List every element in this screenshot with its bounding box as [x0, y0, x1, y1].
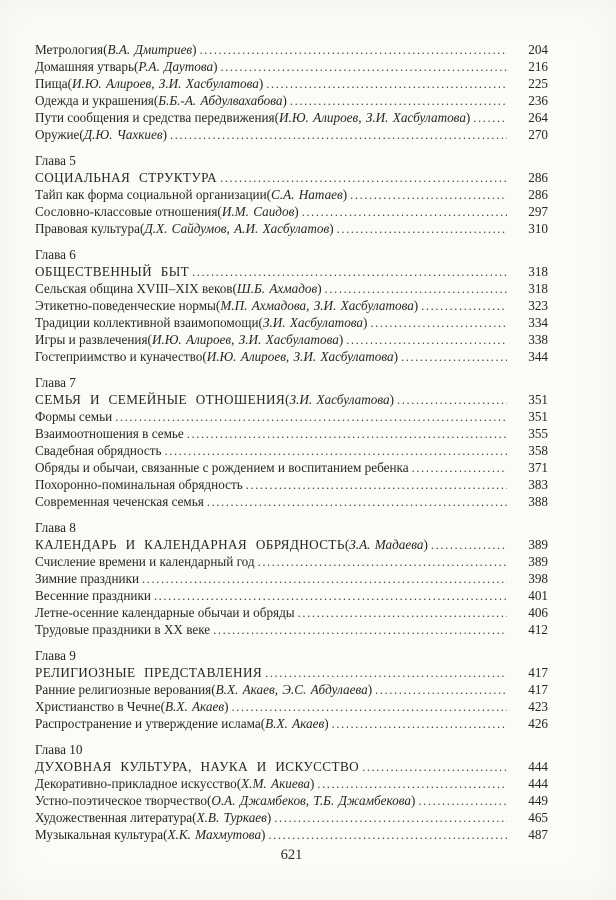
entry-title: Сословно-классовые отношения [35, 204, 218, 219]
page-number: 444 [528, 759, 548, 774]
entry-authors-text: И.Ю. Алироев, З.И. Хасбулатова [206, 349, 394, 364]
entry-title: Домашняя утварь [35, 59, 134, 74]
page-number: 318 [528, 281, 548, 296]
entry-title: Тайп как форма социальной организации [35, 187, 267, 202]
entry-authors: (В.Х. Акаев, Э.С. Абдулаева) [211, 682, 373, 697]
chapter-heading-title: ДУХОВНАЯ КУЛЬТУРА, НАУКА И ИСКУССТВО [35, 759, 360, 774]
toc-section [35, 647, 548, 732]
page-number: 358 [528, 443, 548, 458]
toc-entry-row [35, 331, 548, 348]
toc-entry-row [35, 681, 548, 698]
entry-authors-text: Д.Х. Сайдумов, А.И. Хасбулатов [144, 221, 330, 236]
dot-leader [332, 715, 507, 732]
entry-title: Ранние религиозные верования [35, 682, 212, 697]
dot-leader [290, 92, 507, 109]
entry-authors-text: Х.В. Туркаев [196, 810, 267, 825]
page-number: 286 [528, 187, 548, 202]
toc-entry-row [35, 425, 548, 442]
toc-entry-row [35, 203, 548, 220]
page-number: 417 [528, 682, 548, 697]
toc-entry-row [35, 570, 548, 587]
entry-title: Музыкальная культура [35, 827, 164, 842]
toc-entry-row [35, 442, 548, 459]
entry-authors-text: З.А. Мадаева [349, 537, 424, 552]
toc-entry-row [35, 297, 548, 314]
entry-title: Современная чеченская семья [35, 494, 204, 509]
entry-authors: (И.М. Саидов) [217, 204, 299, 219]
toc-entry-row [35, 58, 548, 75]
entry-authors: (Х.М. Акиева) [236, 776, 315, 791]
dot-leader [370, 314, 507, 331]
toc-entry-row [35, 826, 548, 843]
entry-authors-text: О.А. Джамбеков, Т.Б. Джамбекова [211, 793, 412, 808]
dot-leader [142, 570, 507, 587]
dot-leader [418, 792, 507, 809]
entry-title: Весенние праздники [35, 588, 151, 603]
entry-authors-text: В.Х. Акаев [164, 699, 225, 714]
page-number: 426 [528, 716, 548, 731]
page-footer [35, 847, 548, 864]
toc-entry-row [35, 792, 548, 809]
page-number: 344 [528, 349, 548, 364]
entry-authors: (Б.Б.-А. Абдулвахабова) [153, 93, 287, 108]
entry-title: Устно-поэтическое творчество [35, 793, 207, 808]
entry-authors: (З.И. Хасбулатова) [285, 392, 395, 407]
entry-authors: (С.А. Натаев) [266, 187, 348, 202]
entry-title: Традиции коллективной взаимопомощи [35, 315, 259, 330]
page-number: 401 [528, 588, 548, 603]
dot-leader [265, 664, 507, 681]
chapter-heading-row [35, 758, 548, 775]
entry-title: Обряды и обычаи, связанные с рождением и воспитанием ребенка [35, 460, 409, 475]
dot-leader [266, 75, 507, 92]
entry-authors-text: М.П. Ахмадова, З.И. Хасбулатова [220, 298, 414, 313]
toc-section [35, 374, 548, 510]
dot-leader [170, 126, 507, 143]
toc-entry-row [35, 775, 548, 792]
entry-authors: (М.П. Ахмадова, З.И. Хасбулатова) [215, 298, 419, 313]
chapter-label: Глава 6 [35, 247, 76, 262]
entry-authors-text: И.М. Саидов [221, 204, 295, 219]
chapter-heading-row [35, 169, 548, 186]
entry-authors-text: И.Ю. Алироев, З.И. Хасбулатова [72, 76, 259, 91]
toc-entry-row [35, 459, 548, 476]
page-footer-number: 621 [280, 847, 303, 863]
entry-authors: (Д.Ю. Чахкиев) [79, 127, 167, 142]
entry-authors-text: З.И. Хасбулатова [262, 315, 364, 330]
toc-section [35, 152, 548, 237]
toc-entry-row [35, 314, 548, 331]
entry-title: Художественная литература [35, 810, 193, 825]
dot-leader [258, 553, 507, 570]
chapter-heading-row [35, 391, 548, 408]
entry-authors-text: Ш.Б. Ахмадов [236, 281, 318, 296]
dot-leader [115, 408, 507, 425]
entry-title: Декоративно-прикладное искусство [35, 776, 237, 791]
entry-title: Оружие [35, 127, 80, 142]
toc-entry-row [35, 553, 548, 570]
toc-list [35, 41, 548, 843]
dot-leader [302, 203, 507, 220]
entry-authors: (И.Ю. Алироев, З.И. Хасбулатова) [202, 349, 399, 364]
page-number: 351 [528, 409, 548, 424]
dot-leader [213, 621, 507, 638]
toc-entry-row [35, 698, 548, 715]
entry-authors: (И.Ю. Алироев, З.И. Хасбулатова) [274, 110, 471, 125]
toc-entry-row [35, 348, 548, 365]
toc-entry-row [35, 476, 548, 493]
entry-title: Игры и развлечения [35, 332, 148, 347]
dot-leader [346, 331, 507, 348]
dot-leader [187, 425, 507, 442]
page-number: 216 [528, 59, 548, 74]
toc-entry-row [35, 75, 548, 92]
toc-entry-row [35, 715, 548, 732]
chapter-label: Глава 5 [35, 153, 76, 168]
entry-title: Христианство в Чечне [35, 699, 161, 714]
entry-authors-text: И.Ю. Алироев, З.И. Хасбулатова [279, 110, 466, 125]
entry-authors: (В.Х. Акаев) [160, 699, 229, 714]
entry-authors-text: Б.Б.-А. Абдулвахабова [158, 93, 283, 108]
toc-entry-row [35, 109, 548, 126]
chapter-heading-title: РЕЛИГИОЗНЫЕ ПРЕДСТАВЛЕНИЯ [35, 665, 263, 680]
page-number: 449 [528, 793, 548, 808]
entry-title: Формы семьи [35, 409, 113, 424]
dot-leader [192, 263, 507, 280]
chapter-heading-title: СОЦИАЛЬНАЯ СТРУКТУРА [35, 170, 218, 185]
entry-authors: (И.Ю. Алироев, З.И. Хасбулатова) [67, 76, 264, 91]
entry-authors: (В.А. Дмитриев) [103, 42, 197, 57]
chapter-heading-title: КАЛЕНДАРЬ И КАЛЕНДАРНАЯ ОБРЯДНОСТЬ [35, 537, 345, 552]
entry-authors: (З.И. Хасбулатова) [258, 315, 368, 330]
entry-authors: (Д.Х. Сайдумов, А.И. Хасбулатов) [139, 221, 334, 236]
entry-title: Свадебная обрядность [35, 443, 162, 458]
dot-leader [473, 109, 507, 126]
toc-entry-row [35, 621, 548, 638]
page-number: 389 [528, 537, 548, 552]
page-number: 355 [528, 426, 548, 441]
entry-authors-text: Х.М. Акиева [241, 776, 310, 791]
toc-entry-row [35, 280, 548, 297]
toc-entry-row [35, 587, 548, 604]
entry-authors-text: В.Х. Акаев [265, 716, 325, 731]
dot-leader [421, 297, 507, 314]
chapter-heading-title: ОБЩЕСТВЕННЫЙ БЫТ [35, 264, 190, 279]
chapter-heading-title: СЕМЬЯ И СЕМЕЙНЫЕ ОТНОШЕНИЯ [35, 392, 286, 407]
page-number: 310 [528, 221, 548, 236]
entry-title: Зимние праздники [35, 571, 140, 586]
page-number: 406 [528, 605, 548, 620]
dot-leader [154, 587, 507, 604]
page-number: 318 [528, 264, 548, 279]
entry-authors: (З.А. Мадаева) [344, 537, 428, 552]
entry-authors: (Р.А. Даутова) [133, 59, 218, 74]
toc-entry-row [35, 809, 548, 826]
chapter-heading-row [35, 664, 548, 681]
toc-entry-row [35, 408, 548, 425]
dot-leader [412, 459, 507, 476]
entry-authors-text: В.Х. Акаев, Э.С. Абдулаева [215, 682, 368, 697]
toc-entry-row [35, 493, 548, 510]
entry-title: Пища [35, 76, 68, 91]
page-number: 398 [528, 571, 548, 586]
dot-leader [337, 220, 507, 237]
page-number: 334 [528, 315, 548, 330]
page-number: 338 [528, 332, 548, 347]
page-number: 417 [528, 665, 548, 680]
dot-leader [350, 186, 507, 203]
page-number: 389 [528, 554, 548, 569]
dot-leader [274, 809, 507, 826]
entry-authors-text: Х.К. Махмутова [167, 827, 262, 842]
dot-leader [401, 348, 507, 365]
dot-leader [431, 536, 507, 553]
dot-leader [362, 758, 507, 775]
entry-title: Сельская община XVIII–XIX веков [35, 281, 233, 296]
entry-authors-text: Р.А. Даутова [138, 59, 214, 74]
chapter-label: Глава 8 [35, 520, 76, 535]
page-number: 270 [528, 127, 548, 142]
page-number: 444 [528, 776, 548, 791]
dot-leader [317, 775, 507, 792]
chapter-heading-row [35, 536, 548, 553]
toc-section [35, 246, 548, 365]
entry-title: Правовая культура [35, 221, 140, 236]
dot-leader [246, 476, 507, 493]
dot-leader [325, 280, 507, 297]
dot-leader [268, 826, 507, 843]
entry-title: Метрология [35, 42, 104, 57]
dot-leader [298, 604, 507, 621]
chapter-label: Глава 10 [35, 742, 83, 757]
entry-authors: (Х.К. Махмутова) [163, 827, 266, 842]
page-number: 236 [528, 93, 548, 108]
entry-authors-text: Д.Ю. Чахкиев [83, 127, 163, 142]
toc-entry-row [35, 126, 548, 143]
page-number: 383 [528, 477, 548, 492]
toc-entry-row [35, 41, 548, 58]
dot-leader [207, 493, 507, 510]
page-number: 264 [528, 110, 548, 125]
dot-leader [200, 41, 507, 58]
page-number: 286 [528, 170, 548, 185]
chapter-heading-row [35, 263, 548, 280]
entry-title: Трудовые праздники в XX веке [35, 622, 211, 637]
entry-authors: (О.А. Джамбеков, Т.Б. Джамбекова) [206, 793, 416, 808]
page-number: 323 [528, 298, 548, 313]
entry-title: Взаимоотношения в семье [35, 426, 184, 441]
entry-authors-text: З.И. Хасбулатова [289, 392, 390, 407]
page-number: 412 [528, 622, 548, 637]
toc-entry-row [35, 92, 548, 109]
entry-title: Гостеприимство и куначество [35, 349, 203, 364]
entry-authors-text: В.А. Дмитриев [107, 42, 193, 57]
page-number: 297 [528, 204, 548, 219]
entry-authors: (В.Х. Акаев) [260, 716, 329, 731]
page-number: 465 [528, 810, 548, 825]
entry-authors: (И.Ю. Алироев, З.И. Хасбулатова) [147, 332, 344, 347]
dot-leader [375, 681, 507, 698]
page-number: 371 [528, 460, 548, 475]
entry-title: Летне-осенние календарные обычаи и обряды [35, 605, 295, 620]
entry-authors-text: И.Ю. Алироев, З.И. Хасбулатова [151, 332, 339, 347]
chapter-label: Глава 9 [35, 648, 76, 663]
entry-authors: (Х.В. Туркаев) [192, 810, 272, 825]
entry-title: Этикетно-поведенческие нормы [35, 298, 216, 313]
toc-entry-row [35, 186, 548, 203]
entry-authors-text: С.А. Натаев [271, 187, 343, 202]
dot-leader [220, 169, 507, 186]
book-page [35, 41, 548, 843]
toc-entry-row [35, 604, 548, 621]
toc-section [35, 519, 548, 638]
toc-entry-row [35, 220, 548, 237]
dot-leader [231, 698, 507, 715]
chapter-label: Глава 7 [35, 375, 76, 390]
page-number: 423 [528, 699, 548, 714]
entry-title: Распространение и утверждение ислама [35, 716, 261, 731]
entry-title: Похоронно-поминальная обрядность [35, 477, 243, 492]
page-number: 225 [528, 76, 548, 91]
dot-leader [397, 391, 507, 408]
toc-section [35, 741, 548, 843]
dot-leader [165, 442, 507, 459]
page-number: 204 [528, 42, 548, 57]
entry-title: Пути сообщения и средства передвижения [35, 110, 275, 125]
entry-title: Счисление времени и календарный год [35, 554, 255, 569]
entry-authors: (Ш.Б. Ахмадов) [232, 281, 322, 296]
dot-leader [220, 58, 507, 75]
toc-section [35, 41, 548, 143]
page-number: 487 [528, 827, 548, 842]
page-number: 351 [528, 392, 548, 407]
page-number: 388 [528, 494, 548, 509]
entry-title: Одежда и украшения [35, 93, 154, 108]
